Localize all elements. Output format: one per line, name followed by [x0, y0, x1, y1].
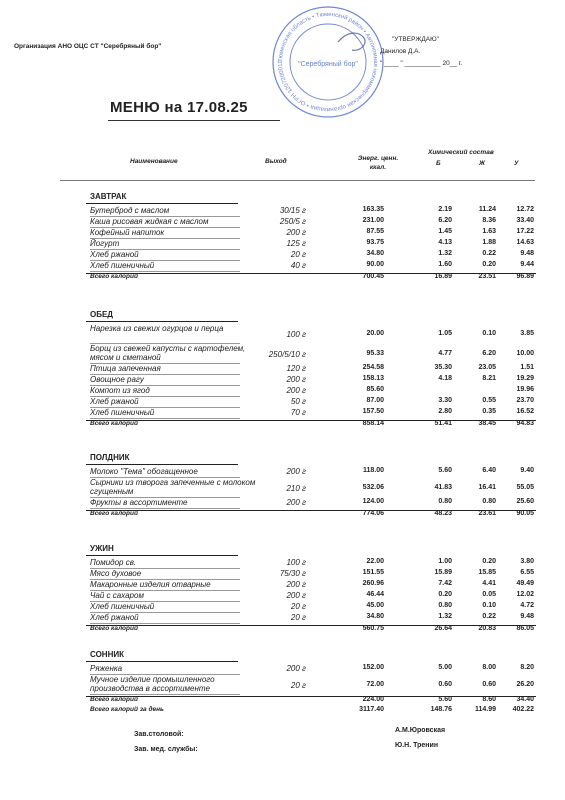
header-chem: Химический состав — [428, 149, 494, 156]
dish-kcal: 20.00 — [366, 330, 384, 337]
dish-output: 20 г — [290, 250, 306, 259]
dish-output: 125 г — [286, 239, 306, 248]
dish-carbs: 6.55 — [520, 569, 534, 576]
dish-kcal: 22.00 — [366, 558, 384, 565]
section-total-row — [86, 273, 536, 285]
menu-item-row — [86, 324, 536, 344]
dish-carbs: 19.29 — [516, 375, 534, 382]
total-protein: 5.60 — [438, 696, 452, 703]
section-title: СОННИК — [90, 650, 124, 659]
day-total-kcal: 3117.40 — [359, 706, 384, 713]
dish-protein: 1.32 — [438, 613, 452, 620]
dish-fat: 0.10 — [482, 602, 496, 609]
dish-name: Бутерброд с маслом — [90, 206, 170, 215]
dish-carbs: 9.48 — [520, 613, 534, 620]
signature-person-2: Ю.Н. Тренин — [395, 742, 439, 749]
dish-fat: 0.35 — [482, 408, 496, 415]
dish-name: Макаронные изделия отварные — [90, 580, 211, 589]
dish-protein: 1.05 — [438, 330, 452, 337]
menu-item-row — [86, 569, 536, 580]
dish-carbs: 25.60 — [516, 498, 534, 505]
dish-name: Хлеб пшеничный — [90, 408, 155, 417]
dish-carbs: 26.20 — [516, 681, 534, 688]
total-fat: 8.60 — [482, 696, 496, 703]
dish-kcal: 124.00 — [362, 498, 384, 505]
dish-fat: 0.60 — [482, 681, 496, 688]
dish-kcal: 34.80 — [366, 613, 384, 620]
row-underline — [90, 694, 240, 695]
menu-item-row — [86, 580, 536, 591]
approval-word: "УТВЕРЖДАЮ" — [392, 36, 439, 43]
dish-fat: 8.36 — [482, 217, 496, 224]
signature-mark — [338, 33, 365, 50]
dish-protein: 4.18 — [438, 375, 452, 382]
total-carbs: 34.40 — [516, 696, 534, 703]
total-label: Всего калорий — [90, 420, 138, 427]
signature-person-1: А.М.Юровская — [395, 727, 446, 734]
approval-block — [380, 34, 462, 70]
total-carbs: 86.05 — [516, 625, 534, 632]
dish-fat: 23.05 — [478, 364, 496, 371]
menu-item-row — [86, 375, 536, 386]
dish-protein: 5.60 — [438, 467, 452, 474]
total-carbs: 94.83 — [516, 420, 534, 427]
dish-name: Сырники из творога запеченные с молоком сгущенным — [90, 478, 256, 496]
dish-name: Хлеб ржаной — [90, 397, 139, 406]
stamp-ring-text: Тюменская область • Тюменский район • Автономная некоммерческая организация • ОГРН 1207200011 — [277, 11, 379, 113]
section-title: ПОЛДНИК — [90, 453, 130, 462]
dish-fat: 0.22 — [482, 250, 496, 257]
header-u: У — [514, 160, 519, 167]
dish-kcal: 157.50 — [362, 408, 384, 415]
section-total-row — [86, 510, 536, 522]
dish-kcal: 151.55 — [362, 569, 384, 576]
dish-output: 210 г — [286, 484, 306, 493]
dish-name: Хлеб пшеничный — [90, 602, 155, 611]
dish-fat: 0.05 — [482, 591, 496, 598]
section-title: ОБЕД — [90, 310, 114, 319]
dish-protein: 15.89 — [434, 569, 452, 576]
dish-protein: 0.20 — [438, 591, 452, 598]
header-name: Наименование — [130, 158, 178, 165]
dish-carbs: 33.40 — [516, 217, 534, 224]
dish-name: Хлеб ржаной — [90, 250, 139, 259]
dish-carbs: 9.44 — [520, 261, 534, 268]
dish-carbs: 55.05 — [516, 484, 534, 491]
dish-output: 70 г — [290, 408, 306, 417]
dish-fat: 6.40 — [482, 467, 496, 474]
section-rule — [86, 555, 238, 556]
dish-kcal: 231.00 — [362, 217, 384, 224]
day-total-label: Всего калорий за день — [90, 706, 164, 713]
dish-output: 20 г — [290, 681, 306, 690]
dish-protein: 1.00 — [438, 558, 452, 565]
dish-protein: 4.77 — [438, 350, 452, 357]
total-protein: 26.64 — [434, 625, 452, 632]
dish-fat: 0.20 — [482, 261, 496, 268]
dish-name: Мясо духовое — [90, 569, 142, 578]
menu-item-row — [86, 239, 536, 250]
dish-fat: 11.24 — [478, 206, 496, 213]
dish-carbs: 14.63 — [516, 239, 534, 246]
menu-item-row — [86, 408, 536, 419]
dish-name: Мучное изделие промышленного производства в ассортименте — [90, 675, 215, 693]
total-kcal: 774.06 — [362, 510, 384, 517]
total-fat: 38.45 — [478, 420, 496, 427]
dish-carbs: 12.02 — [516, 591, 534, 598]
total-fat: 20.83 — [478, 625, 496, 632]
dish-kcal: 254.58 — [362, 364, 384, 371]
dish-protein: 1.60 — [438, 261, 452, 268]
dish-kcal: 46.44 — [366, 591, 384, 598]
dish-name: Хлеб пшеничный — [90, 261, 155, 270]
total-label: Всего калорий — [90, 273, 138, 280]
dish-kcal: 34.80 — [366, 250, 384, 257]
dish-kcal: 85.60 — [366, 386, 384, 393]
dish-fat: 0.80 — [482, 498, 496, 505]
menu-item-row — [86, 397, 536, 408]
header-divider — [60, 180, 535, 181]
dish-name: Помидор св. — [90, 558, 137, 567]
dish-fat: 0.22 — [482, 613, 496, 620]
dish-output: 250/5/10 г — [268, 350, 306, 359]
dish-carbs: 19.96 — [516, 386, 534, 393]
total-label: Всего калорий — [90, 696, 138, 703]
dish-fat: 0.20 — [482, 558, 496, 565]
menu-item-row — [86, 613, 536, 624]
dish-fat: 16.41 — [478, 484, 496, 491]
day-total-zh: 114.99 — [474, 706, 496, 713]
dish-protein: 2.80 — [438, 408, 452, 415]
dish-name: Фрукты в ассортименте — [90, 498, 188, 507]
header-zh: Ж — [479, 160, 486, 167]
section-total-row — [86, 420, 536, 432]
dish-name: Овощное рагу — [90, 375, 144, 384]
dish-name: Птица запеченная — [90, 364, 161, 373]
section-title: ЗАВТРАК — [90, 192, 127, 201]
dish-kcal: 158.13 — [362, 375, 384, 382]
dish-output: 120 г — [286, 364, 306, 373]
dish-carbs: 10.00 — [516, 350, 534, 357]
menu-item-row — [86, 261, 536, 272]
dish-name: Кофейный напиток — [90, 228, 165, 237]
dish-kcal: 87.55 — [366, 228, 384, 235]
menu-item-row — [86, 217, 536, 228]
total-kcal: 858.14 — [362, 420, 384, 427]
dish-fat: 1.63 — [482, 228, 496, 235]
dish-fat: 4.41 — [482, 580, 496, 587]
signature-role-1: Зав.столовой: — [134, 731, 184, 738]
dish-kcal: 72.00 — [366, 681, 384, 688]
menu-item-row — [86, 664, 536, 675]
dish-name: Нарезка из свежих огурцов и перца — [90, 324, 224, 333]
dish-carbs: 23.70 — [516, 397, 534, 404]
dish-protein: 6.20 — [438, 217, 452, 224]
dish-protein: 41.83 — [434, 484, 452, 491]
dish-carbs: 3.80 — [520, 558, 534, 565]
organization-stamp — [268, 2, 388, 122]
total-carbs: 90.05 — [516, 510, 534, 517]
menu-item-row — [86, 386, 536, 397]
dish-protein: 3.30 — [438, 397, 452, 404]
dish-name: Хлеб ржаной — [90, 613, 139, 622]
dish-fat: 0.55 — [482, 397, 496, 404]
menu-item-row — [86, 250, 536, 261]
row-underline — [90, 271, 240, 272]
dish-kcal: 95.33 — [366, 350, 384, 357]
menu-item-row — [86, 344, 536, 364]
total-fat: 23.51 — [478, 273, 496, 280]
total-protein: 48.23 — [434, 510, 452, 517]
dish-output: 200 г — [286, 228, 306, 237]
dish-carbs: 4.72 — [520, 602, 534, 609]
section-rule — [86, 661, 238, 662]
dish-carbs: 17.22 — [516, 228, 534, 235]
section-rule — [86, 464, 238, 465]
menu-item-row — [86, 206, 536, 217]
day-total-b: 148.76 — [430, 706, 452, 713]
dish-protein: 0.80 — [438, 602, 452, 609]
dish-output: 200 г — [286, 580, 306, 589]
dish-output: 200 г — [286, 664, 306, 673]
dish-output: 20 г — [290, 602, 306, 611]
header-b: Б — [436, 160, 441, 167]
dish-name: Йогурт — [90, 239, 120, 248]
total-kcal: 224.00 — [362, 696, 384, 703]
dish-name: Молоко "Тема" обогащенное — [90, 467, 198, 476]
menu-item-row — [86, 364, 536, 375]
dish-protein: 0.80 — [438, 498, 452, 505]
dish-fat: 1.88 — [482, 239, 496, 246]
day-total-u: 402.22 — [512, 706, 534, 713]
dish-name: Компот из ягод — [90, 386, 150, 395]
dish-kcal: 45.00 — [366, 602, 384, 609]
header-output: Выход — [265, 158, 287, 165]
dish-output: 200 г — [286, 591, 306, 600]
total-carbs: 96.89 — [516, 273, 534, 280]
menu-item-row — [86, 498, 536, 509]
dish-protein: 35.30 — [434, 364, 452, 371]
dish-kcal: 260.96 — [362, 580, 384, 587]
dish-output: 100 г — [286, 330, 306, 339]
dish-name: Борщ из свежей капусты с картофелем, мясом и сметаной — [90, 344, 246, 362]
approval-date: " ____ " __________ 20__ г. — [380, 60, 463, 67]
dish-output: 200 г — [286, 386, 306, 395]
stamp-center-text: "Серебряный бор" — [298, 61, 358, 68]
dish-carbs: 1.51 — [520, 364, 534, 371]
dish-output: 200 г — [286, 375, 306, 384]
menu-item-row — [86, 591, 536, 602]
dish-carbs: 3.85 — [520, 330, 534, 337]
dish-output: 40 г — [290, 261, 306, 270]
dish-fat: 0.10 — [482, 330, 496, 337]
dish-carbs: 16.52 — [516, 408, 534, 415]
section-rule — [86, 203, 238, 204]
dish-output: 200 г — [286, 467, 306, 476]
dish-name: Ряженка — [90, 664, 123, 673]
approval-director: Данилов Д.А. — [380, 48, 421, 55]
page-title: МЕНЮ на 17.08.25 — [110, 99, 248, 116]
menu-item-row — [86, 467, 536, 478]
dish-kcal: 93.75 — [366, 239, 384, 246]
organization-name: Организация АНО ОЦС СТ "Серебряный бор" — [14, 43, 162, 50]
menu-item-row — [86, 228, 536, 239]
dish-name: Чай с сахаром — [90, 591, 144, 600]
dish-fat: 8.00 — [482, 664, 496, 671]
dish-kcal: 152.00 — [362, 664, 384, 671]
dish-kcal: 118.00 — [362, 467, 384, 474]
dish-carbs: 49.49 — [516, 580, 534, 587]
row-underline — [90, 508, 240, 509]
dish-protein: 0.60 — [438, 681, 452, 688]
total-label: Всего калорий — [90, 625, 138, 632]
dish-protein: 2.19 — [438, 206, 452, 213]
dish-protein: 1.32 — [438, 250, 452, 257]
dish-output: 50 г — [290, 397, 306, 406]
dish-protein: 7.42 — [438, 580, 452, 587]
dish-carbs: 8.20 — [520, 664, 534, 671]
section-rule — [86, 321, 238, 322]
dish-protein: 4.13 — [438, 239, 452, 246]
dish-kcal: 532.06 — [362, 484, 384, 491]
total-protein: 16.89 — [434, 273, 452, 280]
day-total-row — [86, 706, 536, 718]
menu-item-row — [86, 675, 536, 695]
row-underline — [90, 623, 240, 624]
dish-output: 200 г — [286, 498, 306, 507]
dish-fat: 8.21 — [482, 375, 496, 382]
dish-carbs: 9.48 — [520, 250, 534, 257]
menu-item-row — [86, 602, 536, 613]
row-underline — [90, 418, 240, 419]
signature-role-2: Зав. мед. службы: — [134, 746, 198, 753]
section-title: УЖИН — [90, 544, 114, 553]
dish-output: 20 г — [290, 613, 306, 622]
dish-output: 100 г — [286, 558, 306, 567]
header-energy: Энерг. ценн. ккал. — [357, 155, 399, 171]
dish-output: 75/30 г — [279, 569, 306, 578]
total-protein: 51.41 — [434, 420, 452, 427]
section-total-row — [86, 625, 536, 637]
dish-kcal: 87.00 — [366, 397, 384, 404]
dish-fat: 6.20 — [482, 350, 496, 357]
dish-protein: 5.00 — [438, 664, 452, 671]
title-underline — [108, 120, 280, 121]
dish-carbs: 12.72 — [516, 206, 534, 213]
dish-kcal: 163.35 — [362, 206, 384, 213]
dish-protein: 1.45 — [438, 228, 452, 235]
menu-item-row — [86, 478, 536, 498]
menu-item-row — [86, 558, 536, 569]
dish-kcal: 90.00 — [366, 261, 384, 268]
dish-output: 30/15 г — [279, 206, 306, 215]
dish-output: 250/5 г — [279, 217, 306, 226]
total-kcal: 700.45 — [362, 273, 384, 280]
total-fat: 23.61 — [478, 510, 496, 517]
dish-carbs: 9.40 — [520, 467, 534, 474]
total-label: Всего калорий — [90, 510, 138, 517]
dish-fat: 15.85 — [478, 569, 496, 576]
dish-name: Каша рисовая жидкая с маслом — [90, 217, 209, 226]
total-kcal: 560.75 — [362, 625, 384, 632]
